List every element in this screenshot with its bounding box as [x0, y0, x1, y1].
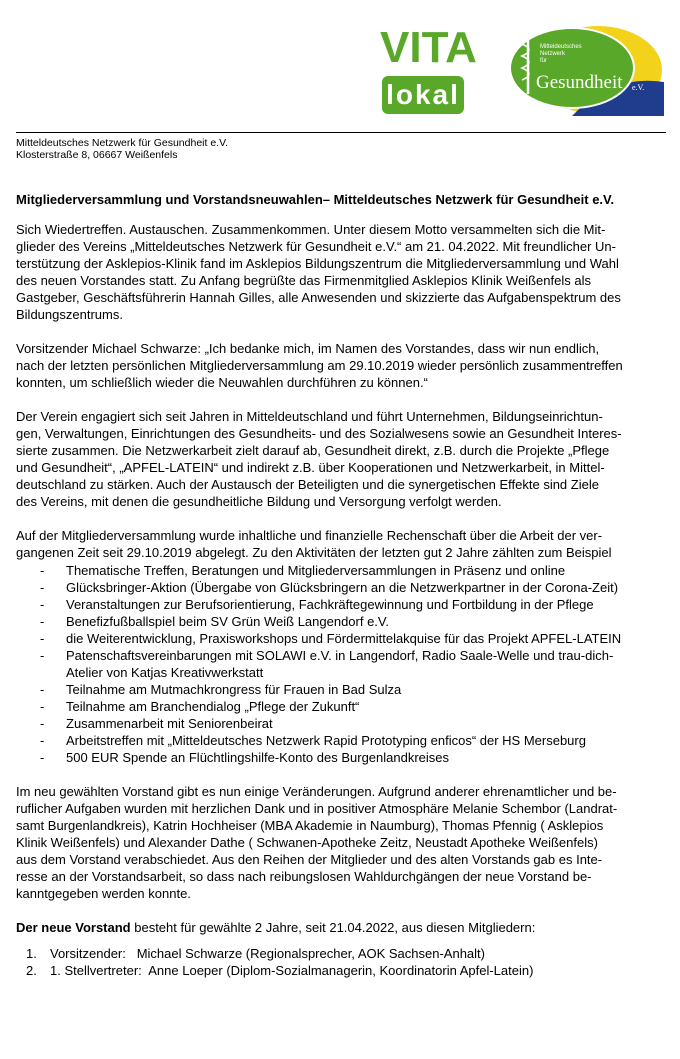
- text-line: deutschland zu stärken. Auch der Austausch der Beteiligten und die synergetischen Effekte sind Ziele: [16, 477, 599, 492]
- text-line: konnten, um schließlich wieder die Neuwahlen durchführen zu können.“: [16, 375, 428, 390]
- text-line: sierte zusammen. Die Netzwerkarbeit zielt darauf ab, Gesundheit direkt, z.B. durch die Projekte „Pflege: [16, 443, 610, 458]
- document-body: [16, 221, 668, 979]
- gesundheit-logo-word: Gesundheit: [536, 72, 623, 93]
- board-member-item: [16, 945, 668, 962]
- text-line: gen, Verwaltungen, Einrichtungen des Gesundheits- und des Sozialwesens sowie an Gesundheit Interes-: [16, 426, 622, 441]
- board-member-text: Vorsitzender: Michael Schwarze (Regionalsprecher, AOK Sachsen-Anhalt): [50, 946, 485, 961]
- activity-text: Benefizfußballspiel beim SV Grün Weiß Langendorf e.V.: [66, 614, 390, 629]
- text-line: ruflicher Aufgaben wurden mit herzlichen Dank und in positiver Atmosphäre Melanie Schembor (Landrat-: [16, 801, 618, 816]
- activity-item: [16, 647, 668, 681]
- text-line: Bildungszentrums.: [16, 307, 123, 322]
- activity-item: [16, 715, 668, 732]
- board-intro-bold: Der neue Vorstand: [16, 920, 131, 935]
- ev-logo-word: e.V.: [632, 83, 645, 92]
- paragraph-intro: [16, 221, 668, 323]
- text-line: resse an der Vorstandsarbeit, so dass nach reibungslosen Wahldurchgängen der neue Vorstand be-: [16, 869, 592, 884]
- text-line: aus dem Vorstand verabschiedet. Aus den Reihen der Mitglieder und des alten Vorstands gab es Inte-: [16, 852, 603, 867]
- bullet-dash: -: [40, 648, 45, 663]
- paragraph-report: [16, 527, 668, 561]
- text-line: Sich Wiedertreffen. Austauschen. Zusammenkommen. Unter diesem Motto versammelten sich die Mit-: [16, 222, 606, 237]
- activity-text: Teilnahme am Branchendialog „Pflege der Zukunft“: [66, 699, 360, 714]
- activity-text: 500 EUR Spende an Flüchtlingshilfe-Konto des Burgenlandkreises: [66, 750, 450, 765]
- text-line: kanntgegeben werden konnte.: [16, 886, 191, 901]
- text-line: glieder des Vereins „Mitteldeutsches Netzwerk für Gesundheit e.V.“ am 21. 04.2022. Mit freundlicher Un-: [16, 239, 616, 254]
- vita-logo-word: VITA: [380, 23, 477, 72]
- bullet-dash: -: [40, 614, 45, 629]
- bullet-dash: -: [40, 563, 45, 578]
- activity-text: Zusammenarbeit mit Seniorenbeirat: [66, 716, 273, 731]
- text-line: des Vereins, mit denen die gesundheitliche Bildung und Versorgung verfolgt werden.: [16, 494, 502, 509]
- bullet-dash: -: [40, 597, 45, 612]
- activity-item: [16, 579, 668, 596]
- org-name-line: Mitteldeutsches Netzwerk für Gesundheit e.V.: [16, 137, 229, 149]
- activity-text: Arbeitstreffen mit „Mitteldeutsches Netzwerk Rapid Prototyping enficos“ der HS Merseburg: [66, 733, 586, 748]
- activity-text: Atelier von Katjas Kreativwerkstatt: [66, 665, 264, 680]
- activity-text: Patenschaftsvereinbarungen mit SOLAWI e.V. in Langendorf, Radio Saale-Welle und trau-dich-: [66, 648, 614, 663]
- text-line: Gastgeber, Geschäftsführerin Hannah Gilles, alle Anwesenden und skizzierte das Aufgabenspektrum des: [16, 290, 621, 305]
- activity-item: [16, 681, 668, 698]
- logo-small-line: Netzwerk: [540, 51, 566, 57]
- logo-small-line: Mitteldeutsches: [540, 44, 582, 50]
- text-line: nach der letzten persönlichen Mitgliederversammlung am 29.10.2019 wieder persönlich zusammentreffen: [16, 358, 623, 373]
- sender-address: [16, 137, 228, 161]
- activity-item: [16, 596, 668, 613]
- board-intro: [16, 919, 668, 936]
- text-line: Im neu gewählten Vorstand gibt es nun einige Veränderungen. Aufgrund anderer ehrenamtlicher und be-: [16, 784, 617, 799]
- activity-text: Glücksbringer-Aktion (Übergabe von Glücksbringern an die Netzwerkpartner in der Corona-Zeit): [66, 580, 619, 595]
- logo-area: [378, 22, 668, 120]
- vita-lokal-logo: [378, 22, 496, 118]
- activity-item: [16, 562, 668, 579]
- paragraph-about: [16, 408, 668, 510]
- text-line: Klinik Weißenfels) und Alexander Dathe ( Schwanen-Apotheke Zeitz, Neustadt Apotheke Weißenfels): [16, 835, 598, 850]
- logo-small-line: für: [540, 58, 548, 64]
- netzwerk-gesundheit-logo: [502, 24, 664, 116]
- activity-item: [16, 732, 668, 749]
- board-member-number: 1.: [26, 946, 37, 961]
- lokal-logo-word: lokal: [382, 76, 464, 114]
- paragraph-quote: [16, 340, 668, 391]
- board-member-item: [16, 962, 668, 979]
- activity-text: die Weiterentwicklung, Praxisworkshops und Fördermittelakquise für das Projekt APFEL-LATEIN: [66, 631, 622, 646]
- text-line: und Gesundheit“, „APFEL-LATEIN“ und indirekt z.B. über Kooperationen und Netzwerkarbeit, in Mittel-: [16, 460, 605, 475]
- activity-item: [16, 698, 668, 715]
- bullet-dash: -: [40, 682, 45, 697]
- header-divider: [16, 132, 666, 133]
- activity-text: Veranstaltungen zur Berufsorientierung, Fachkräftegewinnung und Fortbildung in der Pflege: [66, 597, 594, 612]
- paragraph-board-changes: [16, 783, 668, 902]
- bullet-dash: -: [40, 580, 45, 595]
- bullet-dash: -: [40, 750, 45, 765]
- board-member-text: 1. Stellvertreter: Anne Loeper (Diplom-Sozialmanagerin, Koordinatorin Apfel-Latein): [50, 963, 534, 978]
- board-list: [16, 945, 668, 979]
- activity-item: [16, 749, 668, 766]
- text-line: Vorsitzender Michael Schwarze: „Ich bedanke mich, im Namen des Vorstandes, dass wir nun endlich,: [16, 341, 600, 356]
- text-line: Der Verein engagiert sich seit Jahren in Mitteldeutschland und führt Unternehmen, Bildungseinrichtun-: [16, 409, 603, 424]
- activity-item: [16, 613, 668, 630]
- bullet-dash: -: [40, 716, 45, 731]
- bullet-dash: -: [40, 699, 45, 714]
- activities-list: [16, 562, 668, 766]
- document-title: Mitgliederversammlung und Vorstandsneuwahlen– Mitteldeutsches Netzwerk für Gesundheit e.V.: [16, 192, 615, 207]
- activity-item: [16, 630, 668, 647]
- text-line: gangenen Zeit seit 29.10.2019 abgelegt. Zu den Aktivitäten der letzten gut 2 Jahre zählten zum Beispiel: [16, 545, 612, 560]
- text-line: samt Burgenlandkreis), Katrin Hochheiser (MBA Akademie in Naumburg), Thomas Pfennig ( Asklepios: [16, 818, 604, 833]
- text-line: Auf der Mitgliederversammlung wurde inhaltliche und finanzielle Rechenschaft über die Arbeit der ver-: [16, 528, 603, 543]
- board-member-number: 2.: [26, 963, 37, 978]
- bullet-dash: -: [40, 631, 45, 646]
- bullet-dash: -: [40, 733, 45, 748]
- text-line: des neuen Vorstandes statt. Zu Anfang begrüßte das Firmenmitglied Asklepios Klinik Weißenfels als: [16, 273, 591, 288]
- street-line: Klosterstraße 8, 06667 Weißenfels: [16, 149, 178, 161]
- board-intro-rest: besteht für gewählte 2 Jahre, seit 21.04.2022, aus diesen Mitgliedern:: [130, 920, 536, 935]
- activity-text: Teilnahme am Mutmachkrongress für Frauen in Bad Sulza: [66, 682, 402, 697]
- text-line: terstützung der Asklepios-Klinik fand im Asklepios Bildungszentrum die Mitgliederversammlung und Wahl: [16, 256, 619, 271]
- activity-text: Thematische Treffen, Beratungen und Mitgliederversammlungen in Präsenz und online: [66, 563, 566, 578]
